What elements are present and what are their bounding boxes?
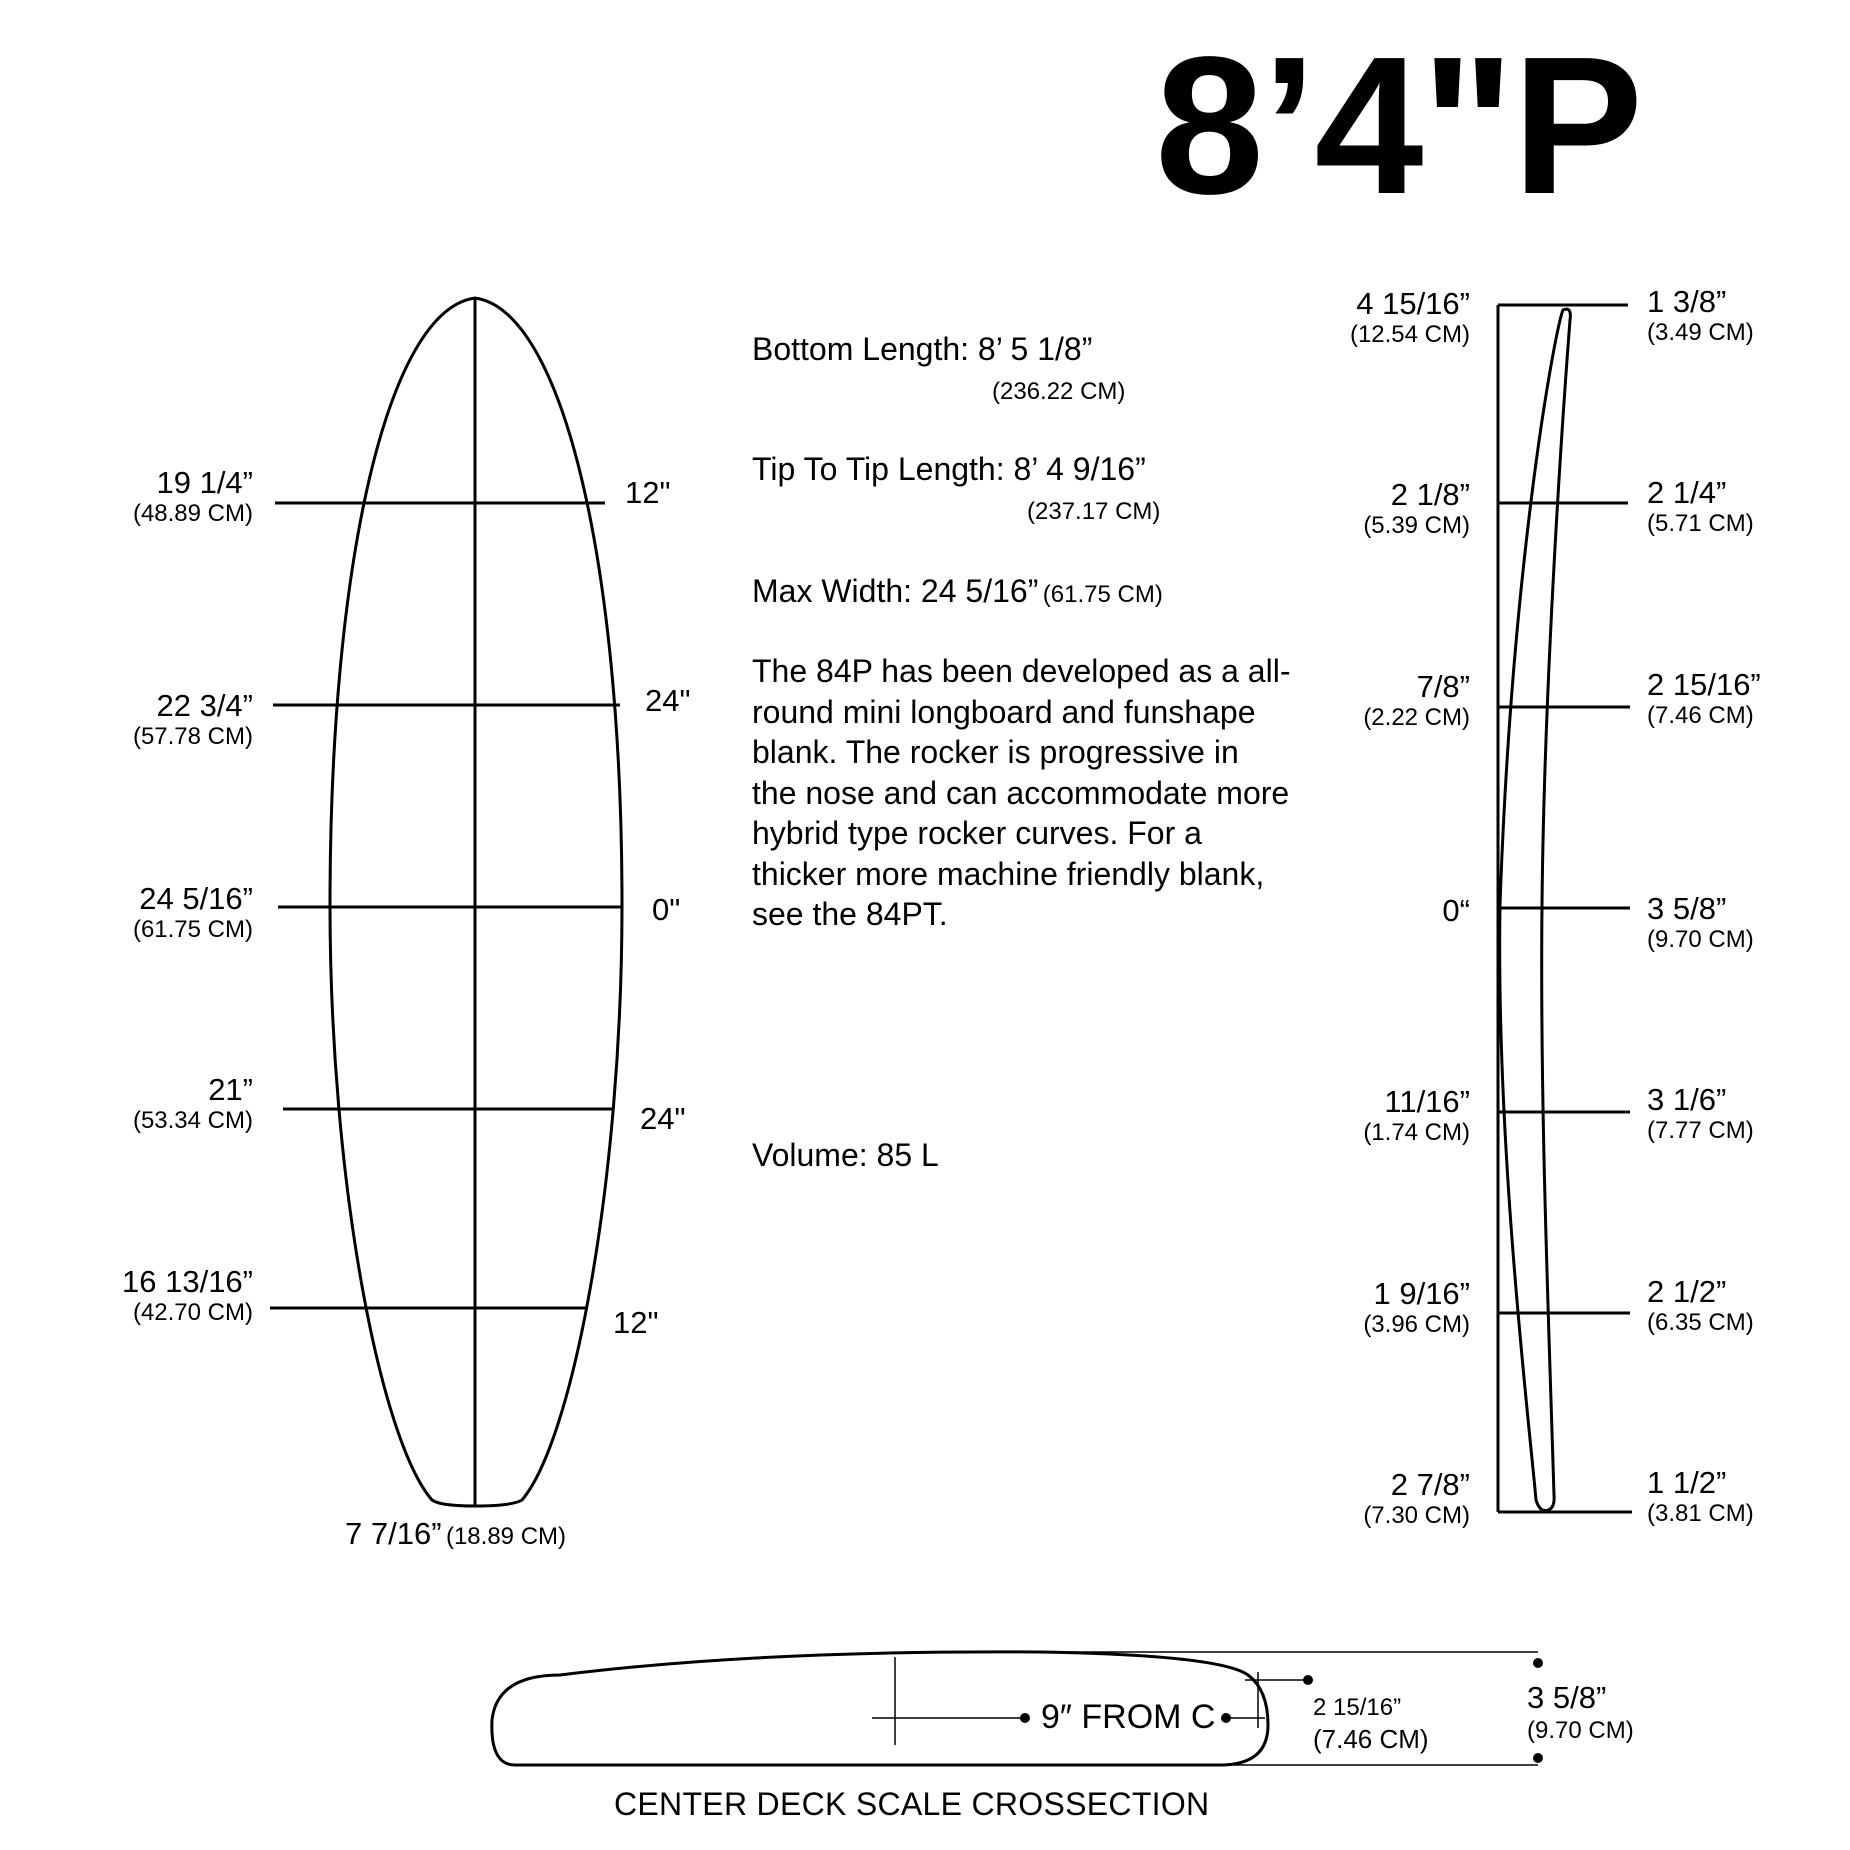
- total-thickness-cm: (9.70 CM): [1527, 1717, 1634, 1744]
- rocker-label-1: [1300, 288, 1470, 347]
- thickness-in: 2 15/16”: [1647, 667, 1761, 702]
- thickness-cm: (5.71 CM): [1647, 510, 1754, 537]
- rocker-in: 4 15/16”: [1356, 286, 1470, 321]
- rocker-label-5: [1300, 1086, 1470, 1145]
- thickness-in: 2 1/2”: [1647, 1274, 1727, 1309]
- thickness-in: 3 1/6”: [1647, 1082, 1727, 1117]
- thickness-label-6: [1647, 1276, 1754, 1335]
- thickness-cm: (7.77 CM): [1647, 1117, 1754, 1144]
- outline-width-label-4: [100, 1074, 253, 1133]
- rail-dot: [1303, 1675, 1313, 1685]
- tip-length: Tip To Tip Length: 8’ 4 9/16”: [752, 451, 1146, 487]
- thickness-cm: (3.81 CM): [1647, 1500, 1754, 1527]
- width-cm: (48.89 CM): [132, 500, 253, 527]
- thickness-cm: (7.46 CM): [1647, 702, 1754, 729]
- total-thickness-label: [1527, 1682, 1634, 1743]
- outline-width-label-3: [100, 883, 253, 942]
- tail-width-cm: (18.89 CM): [445, 1523, 567, 1550]
- tail-width-in: 7 7/16”: [345, 1516, 442, 1551]
- station-label-2: 24": [645, 683, 691, 718]
- rail-thickness-label: [1313, 1696, 1429, 1752]
- from-center-dot-2: [1221, 1713, 1231, 1723]
- thickness-label-7: [1647, 1467, 1754, 1526]
- outline-width-label-2: [100, 690, 253, 749]
- crossection-caption: CENTER DECK SCALE CROSSECTION: [614, 1786, 1210, 1822]
- station-label-4: 24": [640, 1101, 686, 1136]
- rocker-label-4: [1300, 895, 1470, 926]
- rocker-in: 7/8”: [1416, 669, 1470, 704]
- outline-width-label-5: [80, 1266, 253, 1325]
- thickness-in: 3 5/8”: [1647, 891, 1727, 926]
- thickness-label-5: [1647, 1084, 1754, 1143]
- station-label-5: 12": [613, 1305, 659, 1340]
- width-cm: (42.70 CM): [132, 1299, 253, 1326]
- thickness-in: 1 1/2”: [1647, 1465, 1727, 1500]
- rocker-label-3: [1300, 671, 1470, 730]
- width-in: 22 3/4”: [156, 688, 253, 723]
- max-width-cm: (61.75 CM): [1042, 581, 1163, 608]
- station-label-3: 0": [652, 892, 681, 927]
- rail-thickness-cm: (7.46 CM): [1313, 1724, 1429, 1754]
- from-center-label: 9″ FROM C: [1041, 1698, 1216, 1736]
- thickness-in: 2 1/4”: [1647, 475, 1727, 510]
- board-outline: [270, 298, 622, 1506]
- rocker-cm: (3.96 CM): [1363, 1311, 1470, 1338]
- width-cm: (61.75 CM): [132, 916, 253, 943]
- thickness-label-3: [1647, 669, 1761, 728]
- station-label-1: 12": [625, 475, 671, 510]
- from-center-dot-1: [1020, 1713, 1030, 1723]
- tail-width-label: [345, 1518, 566, 1549]
- rocker-profile: [1498, 305, 1632, 1512]
- tip-length-cm: (237.17 CM): [1027, 498, 1161, 525]
- max-width: [752, 575, 1163, 607]
- width-cm: (57.78 CM): [132, 723, 253, 750]
- width-in: 24 5/16”: [139, 881, 253, 916]
- rocker-cm: (12.54 CM): [1349, 321, 1470, 348]
- thickness-in: 1 3/8”: [1647, 284, 1727, 319]
- rocker-cm: (1.74 CM): [1363, 1119, 1470, 1146]
- rocker-label-7: [1300, 1469, 1470, 1528]
- thickness-cm: (9.70 CM): [1647, 926, 1754, 953]
- rocker-in: 1 9/16”: [1373, 1276, 1470, 1311]
- width-in: 21”: [208, 1072, 253, 1107]
- thickness-label-2: [1647, 477, 1754, 536]
- board-description: The 84P has been developed as a all-round mini longboard and funshape blank. The rocker is progressive in the nose and can accommodate more hybrid type rocker curves. For a thicker more machine friendly blank, see the 84PT.: [752, 653, 1291, 932]
- rocker-label-6: [1300, 1278, 1470, 1337]
- rocker-in: 2 1/8”: [1390, 477, 1470, 512]
- width-in: 19 1/4”: [156, 465, 253, 500]
- rocker-in: 2 7/8”: [1390, 1467, 1470, 1502]
- total-bottom-dot: [1533, 1753, 1543, 1763]
- thickness-label-1: [1647, 286, 1754, 345]
- rocker-in: 11/16”: [1384, 1084, 1470, 1119]
- total-top-dot: [1533, 1658, 1543, 1668]
- rocker-shape: [1500, 309, 1571, 1510]
- width-cm: (53.34 CM): [132, 1107, 253, 1134]
- bottom-length: Bottom Length: 8’ 5 1/8”: [752, 331, 1093, 367]
- rocker-cm: (7.30 CM): [1363, 1502, 1470, 1529]
- rocker-cm: (5.39 CM): [1363, 512, 1470, 539]
- rocker-cm: (2.22 CM): [1363, 704, 1470, 731]
- outline-width-label-1: [100, 467, 253, 526]
- board-title: 8’4"P: [1155, 16, 1642, 235]
- rocker-label-2: [1300, 479, 1470, 538]
- volume: Volume: 85 L: [752, 1137, 939, 1173]
- width-in: 16 13/16”: [122, 1264, 253, 1299]
- thickness-cm: (6.35 CM): [1647, 1309, 1754, 1336]
- rocker-in: 0“: [1442, 893, 1470, 928]
- bottom-length-cm: (236.22 CM): [992, 378, 1126, 405]
- max-width-label: Max Width: 24 5/16”: [752, 573, 1039, 609]
- total-thickness-in: 3 5/8”: [1527, 1680, 1607, 1715]
- thickness-label-4: [1647, 893, 1754, 952]
- thickness-cm: (3.49 CM): [1647, 319, 1754, 346]
- rail-thickness-in: 2 15/16”: [1313, 1694, 1402, 1721]
